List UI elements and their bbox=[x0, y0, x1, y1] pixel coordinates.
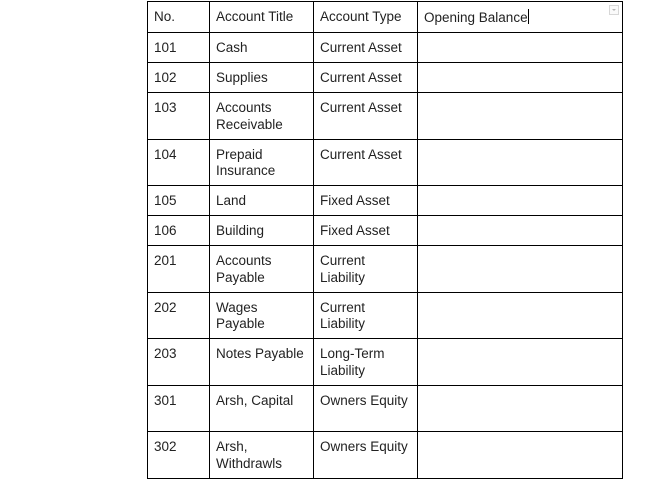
cell-account-no[interactable]: 106 bbox=[148, 216, 210, 246]
cell-account-type[interactable]: Current Asset bbox=[314, 63, 418, 93]
header-opening-balance[interactable] bbox=[418, 2, 623, 33]
cell-account-title[interactable]: Wages Payable bbox=[210, 292, 314, 339]
table-row bbox=[148, 93, 623, 140]
cell-opening-balance[interactable] bbox=[418, 216, 623, 246]
cell-account-no[interactable]: 105 bbox=[148, 186, 210, 216]
cell-opening-balance[interactable] bbox=[418, 292, 623, 339]
cell-opening-balance[interactable] bbox=[418, 33, 623, 63]
chevron-down-icon[interactable] bbox=[609, 5, 619, 15]
table-row bbox=[148, 385, 623, 432]
table-row bbox=[148, 63, 623, 93]
cell-opening-balance[interactable] bbox=[418, 246, 623, 293]
cell-opening-balance[interactable] bbox=[418, 63, 623, 93]
table-body bbox=[148, 2, 623, 479]
header-opening-balance-text: Opening Balance bbox=[424, 10, 528, 25]
table-row bbox=[148, 432, 623, 479]
cell-account-type[interactable]: Current Asset bbox=[314, 93, 418, 140]
chart-of-accounts-wrapper bbox=[147, 1, 623, 479]
header-account-title[interactable]: Account Title bbox=[210, 2, 314, 33]
cell-opening-balance[interactable] bbox=[418, 139, 623, 186]
cell-account-type[interactable]: Current Liability bbox=[314, 292, 418, 339]
header-no[interactable]: No. bbox=[148, 2, 210, 33]
cell-account-title[interactable]: Building bbox=[210, 216, 314, 246]
cell-account-no[interactable]: 201 bbox=[148, 246, 210, 293]
cell-account-no[interactable]: 301 bbox=[148, 385, 210, 432]
table-row bbox=[148, 246, 623, 293]
cell-opening-balance[interactable] bbox=[418, 385, 623, 432]
cell-opening-balance[interactable] bbox=[418, 432, 623, 479]
cell-account-no[interactable]: 202 bbox=[148, 292, 210, 339]
cell-account-title[interactable]: Accounts Receivable bbox=[210, 93, 314, 140]
cell-opening-balance[interactable] bbox=[418, 339, 623, 386]
cell-account-title[interactable]: Accounts Payable bbox=[210, 246, 314, 293]
header-row bbox=[148, 2, 623, 33]
cell-account-no[interactable]: 103 bbox=[148, 93, 210, 140]
cell-account-no[interactable]: 302 bbox=[148, 432, 210, 479]
cell-account-type[interactable]: Owners Equity bbox=[314, 385, 418, 432]
table-row bbox=[148, 33, 623, 63]
cell-account-no[interactable]: 101 bbox=[148, 33, 210, 63]
cell-account-type[interactable]: Current Liability bbox=[314, 246, 418, 293]
cell-account-type[interactable]: Long-Term Liability bbox=[314, 339, 418, 386]
cell-account-type[interactable]: Fixed Asset bbox=[314, 186, 418, 216]
chart-of-accounts-table bbox=[147, 1, 623, 479]
cell-account-title[interactable]: Supplies bbox=[210, 63, 314, 93]
cell-account-no[interactable]: 203 bbox=[148, 339, 210, 386]
cell-opening-balance[interactable] bbox=[418, 93, 623, 140]
cell-account-no[interactable]: 102 bbox=[148, 63, 210, 93]
table-row bbox=[148, 216, 623, 246]
text-caret bbox=[528, 9, 529, 24]
cell-account-title[interactable]: Arsh, Withdrawls bbox=[210, 432, 314, 479]
cell-account-title[interactable]: Cash bbox=[210, 33, 314, 63]
cell-account-title[interactable]: Arsh, Capital bbox=[210, 385, 314, 432]
cell-account-title[interactable]: Prepaid Insurance bbox=[210, 139, 314, 186]
cell-account-type[interactable]: Current Asset bbox=[314, 139, 418, 186]
cell-opening-balance[interactable] bbox=[418, 186, 623, 216]
table-row bbox=[148, 186, 623, 216]
header-account-type[interactable]: Account Type bbox=[314, 2, 418, 33]
table-row bbox=[148, 139, 623, 186]
table-row bbox=[148, 339, 623, 386]
cell-account-type[interactable]: Owners Equity bbox=[314, 432, 418, 479]
cell-account-type[interactable]: Fixed Asset bbox=[314, 216, 418, 246]
cell-account-title[interactable]: Land bbox=[210, 186, 314, 216]
table-row bbox=[148, 292, 623, 339]
cell-account-title[interactable]: Notes Payable bbox=[210, 339, 314, 386]
cell-account-type[interactable]: Current Asset bbox=[314, 33, 418, 63]
cell-account-no[interactable]: 104 bbox=[148, 139, 210, 186]
